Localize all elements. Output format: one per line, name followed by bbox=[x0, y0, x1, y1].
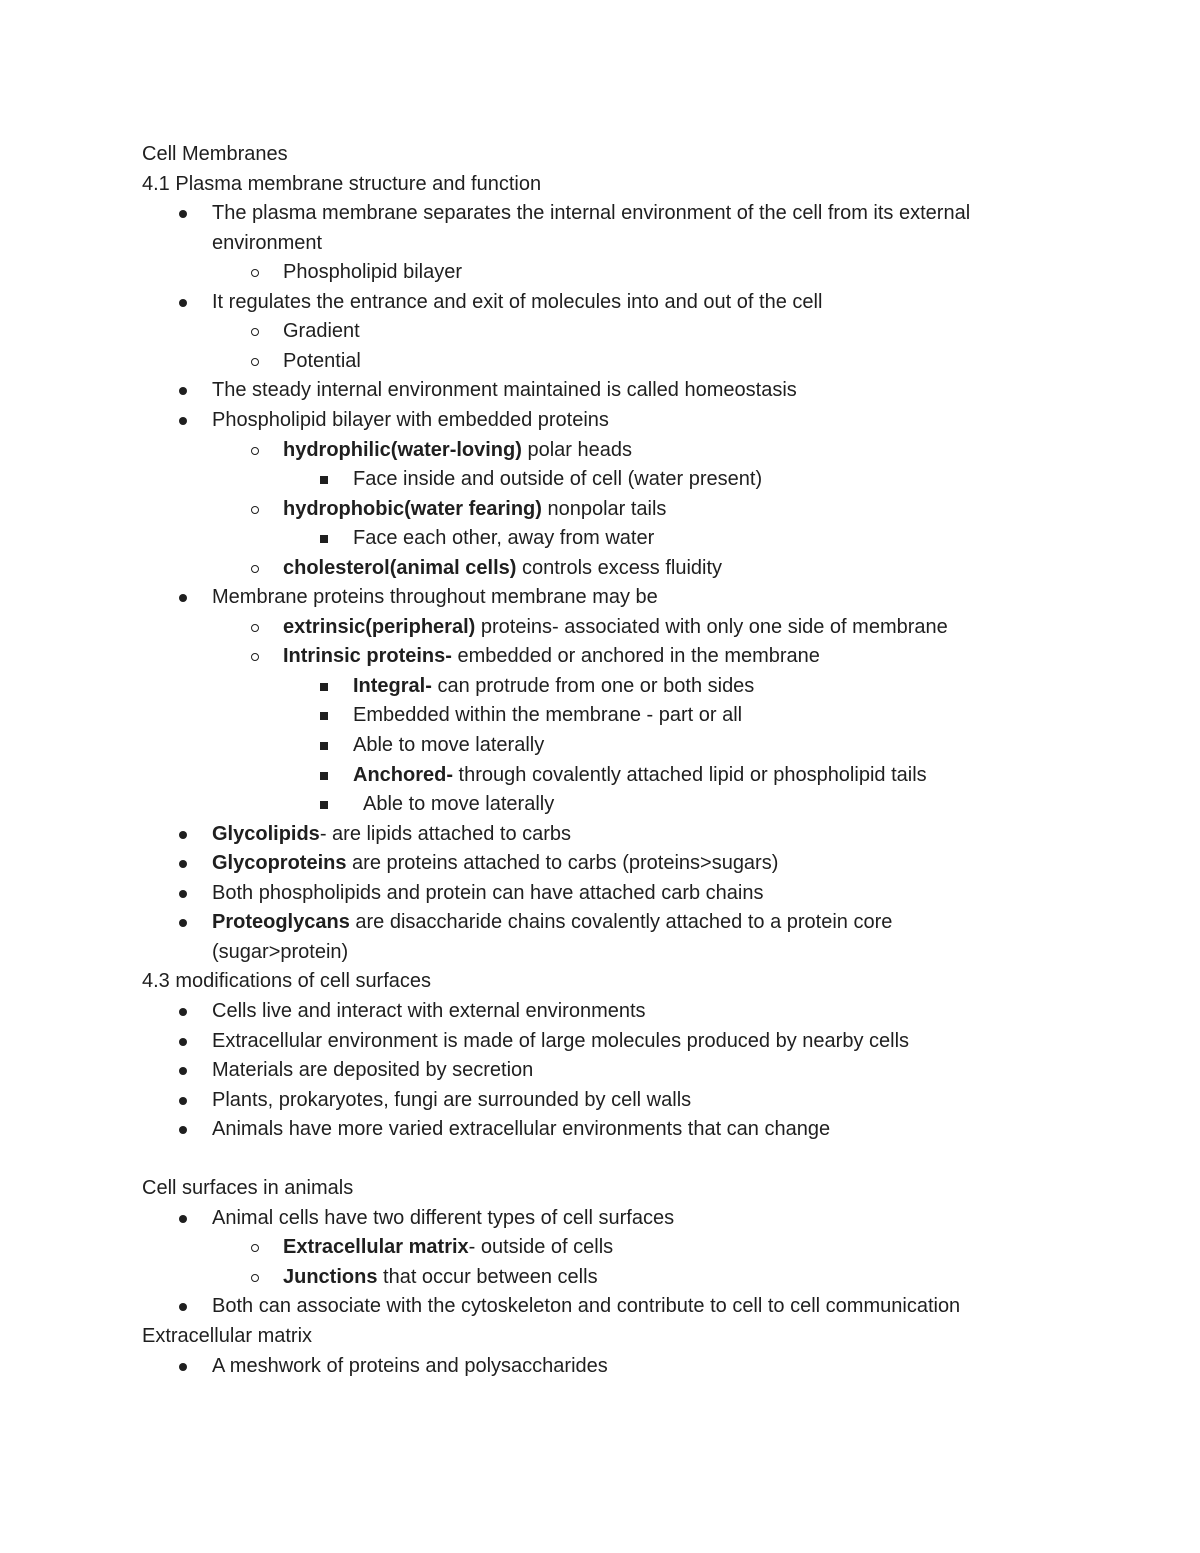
text-run: - are lipids attached to carbs bbox=[319, 822, 572, 845]
line-text bbox=[212, 997, 646, 1027]
list-item bbox=[0, 820, 1160, 850]
text-run: Phospholipid bilayer with embedded proteins bbox=[212, 408, 609, 431]
bullet-circle-icon bbox=[251, 1244, 259, 1252]
bullet-square-icon bbox=[320, 683, 328, 691]
list-item bbox=[0, 997, 1160, 1027]
line-text bbox=[212, 406, 609, 436]
bullet-square-icon bbox=[320, 772, 328, 780]
bullet-circle-icon bbox=[251, 653, 259, 661]
line-text bbox=[283, 495, 666, 525]
bullet-square-icon bbox=[320, 476, 328, 484]
text-run: Extracellular matrix bbox=[142, 1325, 313, 1347]
bold-term: Intrinsic proteins- bbox=[283, 645, 452, 668]
bullet-square-icon bbox=[320, 535, 328, 543]
line-text bbox=[353, 731, 544, 761]
bullet-dot-icon bbox=[179, 860, 187, 868]
list-item bbox=[0, 199, 1160, 229]
line-text bbox=[212, 938, 348, 968]
text-run: Cell surfaces in animals bbox=[142, 1177, 354, 1200]
bold-term: cholesterol(animal cells) bbox=[283, 556, 517, 579]
text-run: Able to move laterally bbox=[353, 734, 545, 756]
bold-term: Proteoglycans bbox=[212, 911, 350, 934]
text-run: - outside of cells bbox=[468, 1236, 614, 1259]
text-run: 4.3 modifications of cell surfaces bbox=[142, 970, 432, 993]
bullet-dot-icon bbox=[179, 1008, 187, 1016]
list-item bbox=[0, 1204, 1160, 1234]
list-item bbox=[0, 849, 1160, 879]
list-item bbox=[0, 317, 1160, 347]
line-text bbox=[212, 1027, 909, 1057]
line-text bbox=[212, 376, 797, 406]
list-item bbox=[0, 613, 1160, 643]
list-item bbox=[0, 347, 1160, 377]
bold-term: Anchored- bbox=[353, 763, 453, 786]
text-run: Cell Membranes bbox=[142, 143, 288, 165]
bullet-square-icon bbox=[320, 742, 328, 750]
line-text bbox=[283, 347, 361, 377]
line-text bbox=[212, 229, 322, 259]
bold-term: Integral- bbox=[353, 674, 432, 697]
list-item bbox=[0, 672, 1160, 702]
bold-term: hydrophilic(water-loving) bbox=[283, 438, 522, 461]
line-text bbox=[212, 849, 778, 879]
list-item bbox=[0, 701, 1160, 731]
line-text bbox=[353, 790, 554, 820]
line-text bbox=[353, 672, 754, 702]
bullet-circle-icon bbox=[251, 1274, 259, 1282]
bold-term: extrinsic(peripheral) bbox=[283, 615, 476, 638]
list-item bbox=[0, 583, 1160, 613]
heading-line bbox=[0, 170, 1160, 200]
list-item bbox=[0, 288, 1160, 318]
bullet-dot-icon bbox=[179, 831, 187, 839]
text-run: Membrane proteins throughout membrane may be bbox=[212, 586, 658, 609]
text-run: Animal cells have two different types of cell surfaces bbox=[212, 1206, 675, 1229]
text-run: Plants, prokaryotes, fungi are surrounded by cell walls bbox=[212, 1088, 692, 1111]
text-run: Both phospholipids and protein can have attached carb chains bbox=[212, 881, 764, 904]
line-text bbox=[212, 288, 822, 318]
line-text bbox=[142, 967, 431, 997]
line-text bbox=[212, 879, 764, 909]
list-item bbox=[0, 1263, 1160, 1293]
text-run: embedded or anchored in the membrane bbox=[451, 645, 820, 668]
line-text bbox=[283, 642, 820, 672]
line-text bbox=[212, 1056, 533, 1086]
line-text bbox=[212, 908, 892, 938]
line-text bbox=[142, 140, 288, 170]
bullet-dot-icon bbox=[179, 1067, 187, 1075]
line-text bbox=[283, 1233, 613, 1263]
list-item bbox=[0, 879, 1160, 909]
bullet-dot-icon bbox=[179, 1215, 187, 1223]
bullet-dot-icon bbox=[179, 890, 187, 898]
text-run: Phospholipid bilayer bbox=[283, 261, 463, 284]
bold-term: hydrophobic(water fearing) bbox=[283, 497, 542, 520]
bold-term: Junctions bbox=[283, 1265, 378, 1288]
list-item bbox=[0, 761, 1160, 791]
text-run: through covalently attached lipid or phospholipid tails bbox=[453, 763, 927, 786]
line-text bbox=[353, 761, 927, 791]
line-text bbox=[212, 820, 571, 850]
bullet-dot-icon bbox=[179, 387, 187, 395]
bullet-circle-icon bbox=[251, 358, 259, 366]
list-item bbox=[0, 376, 1160, 406]
text-run: proteins- associated with only one side of membrane bbox=[475, 615, 948, 638]
list-item bbox=[0, 406, 1160, 436]
line-text bbox=[283, 613, 948, 643]
list-item bbox=[0, 1233, 1160, 1263]
text-run: The steady internal environment maintained is called homeostasis bbox=[212, 379, 797, 402]
line-text bbox=[353, 465, 762, 495]
text-run: It regulates the entrance and exit of molecules into and out of the cell bbox=[212, 290, 823, 313]
line-text bbox=[212, 1115, 830, 1145]
list-item bbox=[0, 790, 1160, 820]
list-item bbox=[0, 554, 1160, 584]
list-item bbox=[0, 1027, 1160, 1057]
text-run: A meshwork of proteins and polysaccharides bbox=[212, 1354, 608, 1377]
text-run: Able to move laterally bbox=[353, 793, 555, 816]
list-item bbox=[0, 1086, 1160, 1116]
text-run: Both can associate with the cytoskeleton and contribute to cell to cell communication bbox=[212, 1295, 961, 1318]
list-item bbox=[0, 908, 1160, 938]
text-run: The plasma membrane separates the internal environment of the cell from its external bbox=[212, 202, 971, 225]
bullet-dot-icon bbox=[179, 417, 187, 425]
bullet-dot-icon bbox=[179, 299, 187, 307]
text-run: Extracellular environment is made of large molecules produced by nearby cells bbox=[212, 1029, 910, 1052]
line-text bbox=[353, 701, 742, 731]
text-run: Embedded within the membrane - part or all bbox=[353, 704, 743, 727]
bullet-square-icon bbox=[320, 712, 328, 720]
text-run: Materials are deposited by secretion bbox=[212, 1059, 534, 1082]
line-text bbox=[212, 583, 658, 613]
list-item bbox=[0, 731, 1160, 761]
bullet-dot-icon bbox=[179, 1126, 187, 1134]
text-run: are disaccharide chains covalently attached to a protein core bbox=[349, 911, 893, 934]
text-run: controls excess fluidity bbox=[516, 556, 723, 579]
list-item bbox=[0, 1056, 1160, 1086]
line-text bbox=[142, 170, 541, 200]
text-run: 4.1 Plasma membrane structure and function bbox=[142, 172, 542, 195]
list-item bbox=[0, 495, 1160, 525]
line-text bbox=[142, 1174, 353, 1204]
bullet-dot-icon bbox=[179, 1097, 187, 1105]
bullet-dot-icon bbox=[179, 1303, 187, 1311]
bullet-dot-icon bbox=[179, 1363, 187, 1371]
text-run: Gradient bbox=[283, 320, 360, 343]
list-item bbox=[0, 1115, 1160, 1145]
bullet-dot-icon bbox=[179, 919, 187, 927]
text-run: can protrude from one or both sides bbox=[431, 674, 755, 697]
list-item bbox=[0, 524, 1160, 554]
text-run: Animals have more varied extracellular environments that can change bbox=[212, 1118, 831, 1141]
bullet-dot-icon bbox=[179, 210, 187, 218]
bullet-circle-icon bbox=[251, 269, 259, 277]
line-text bbox=[283, 436, 632, 466]
text-run: nonpolar tails bbox=[541, 497, 667, 520]
line-text bbox=[212, 199, 970, 229]
bold-term: Glycoproteins bbox=[212, 852, 347, 875]
line-text bbox=[283, 317, 360, 347]
heading-line bbox=[0, 1174, 1160, 1204]
heading-line bbox=[0, 140, 1160, 170]
text-run: Cells live and interact with external environments bbox=[212, 999, 646, 1022]
list-item bbox=[0, 258, 1160, 288]
list-item bbox=[0, 465, 1160, 495]
line-text bbox=[212, 1086, 691, 1116]
text-run: Face each other, away from water bbox=[353, 527, 655, 550]
line-text bbox=[283, 258, 462, 288]
text-run: Face inside and outside of cell (water present) bbox=[353, 468, 763, 491]
bullet-circle-icon bbox=[251, 328, 259, 336]
line-text bbox=[283, 1263, 598, 1293]
bullet-circle-icon bbox=[251, 447, 259, 455]
line-text bbox=[353, 524, 654, 554]
list-item bbox=[0, 1292, 1160, 1322]
line-text bbox=[142, 1322, 312, 1352]
line-text bbox=[212, 1204, 674, 1234]
bullet-circle-icon bbox=[251, 506, 259, 514]
bold-term: Glycolipids bbox=[212, 822, 320, 845]
bullet-dot-icon bbox=[179, 594, 187, 602]
line-text bbox=[212, 1352, 608, 1382]
text-run: polar heads bbox=[521, 438, 632, 461]
bullet-circle-icon bbox=[251, 624, 259, 632]
bold-term: Extracellular matrix bbox=[283, 1236, 469, 1259]
text-run: Potential bbox=[283, 349, 361, 372]
list-item bbox=[0, 642, 1160, 672]
heading-line bbox=[0, 1322, 1160, 1352]
list-item bbox=[0, 436, 1160, 466]
list-item bbox=[0, 938, 1160, 968]
text-run: are proteins attached to carbs (proteins>sugars) bbox=[346, 852, 779, 875]
text-run: (sugar>protein) bbox=[212, 940, 349, 963]
bullet-square-icon bbox=[320, 801, 328, 809]
list-item bbox=[0, 1352, 1160, 1382]
list-item bbox=[0, 229, 1160, 259]
text-run: environment bbox=[212, 231, 323, 254]
blank-line bbox=[0, 1145, 1160, 1175]
heading-line bbox=[0, 967, 1160, 997]
bullet-dot-icon bbox=[179, 1038, 187, 1046]
line-text bbox=[212, 1292, 960, 1322]
text-run: that occur between cells bbox=[377, 1265, 598, 1288]
bullet-circle-icon bbox=[251, 565, 259, 573]
line-text bbox=[283, 554, 722, 584]
